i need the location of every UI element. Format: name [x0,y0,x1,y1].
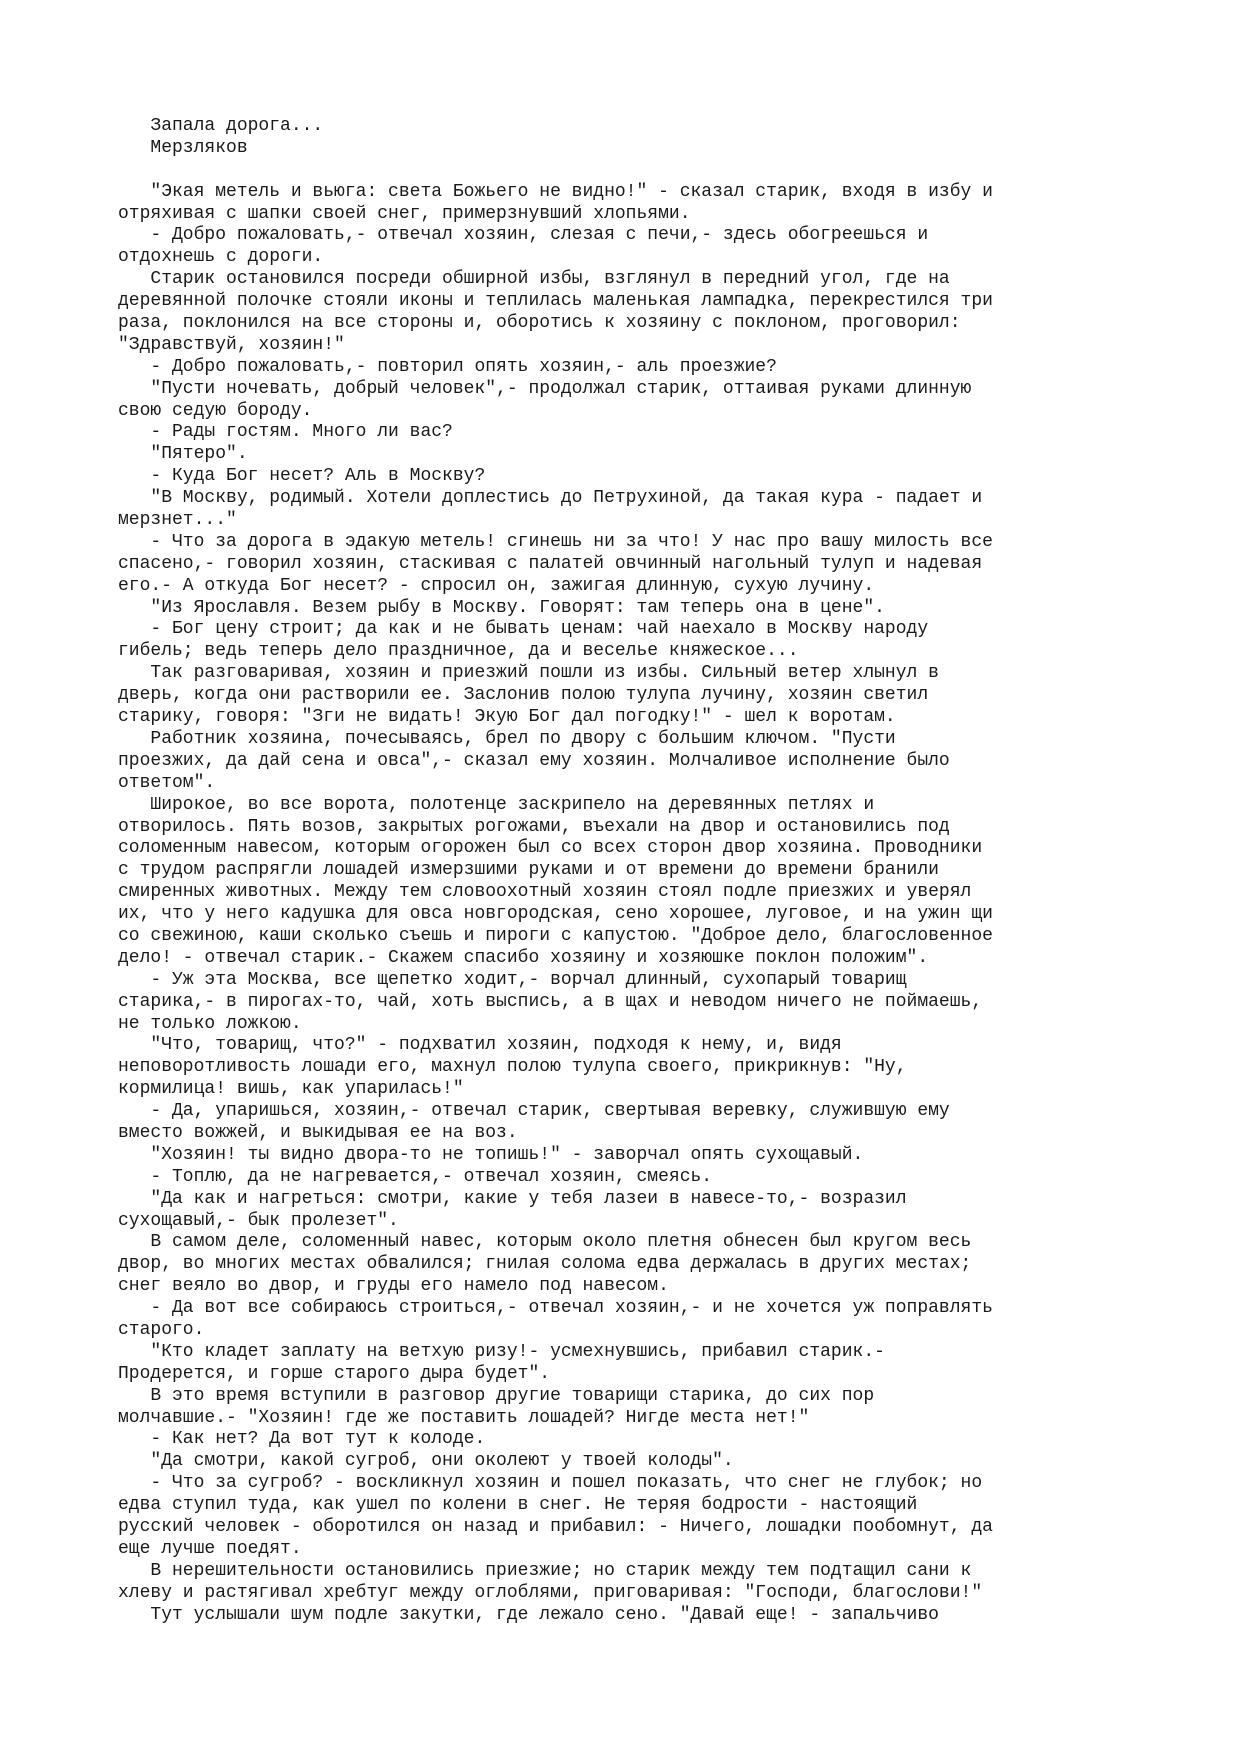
text-line: "Пятеро". [118,444,248,465]
text-line: Запала дорога... [118,116,324,136]
text-line: Широкое, во все ворота, полотенце заскрипело на деревянных петлях и [118,794,875,815]
text-line: с трудом распрягли лошадей измерзшими руками и от времени до времени бранили [118,860,939,881]
text-line: - Топлю, да не нагревается,- отвечал хозяин, смеясь. [118,1166,713,1187]
text-line: русский человек - оборотился он назад и прибавил: - Ничего, лошадки пообомнут, да [118,1517,993,1537]
text-line: не только ложкою. [118,1013,302,1034]
text-line: со свежиною, каши сколько съешь и пироги с капустою. "Доброе дело, благословенное [118,925,993,946]
text-line: отряхивая с шапки своей снег, примерзнувший хлопьями. [118,203,691,224]
text-line: - Куда Бог несет? Аль в Москву? [118,466,486,487]
text-line: деревянной полочке стояли иконы и теплилась маленькая лампадка, перекрестился три [118,291,993,312]
text-line: Работник хозяина, почесываясь, брел по двору с большим ключом. "Пусти [118,728,896,749]
document-text [118,116,1138,1626]
text-line: старого. [118,1319,205,1340]
text-line: свою седую бороду. [118,400,313,421]
text-line: спасено,- говорил хозяин, стаскивая с палатей овчинный нагольный тулуп и надевая [118,553,983,574]
text-line: раза, поклонился на все стороны и, оборотись к хозяину с поклоном, проговорил: [118,313,961,334]
text-line: его.- А откуда Бог несет? - спросил он, зажигая длинную, сухую лучину. [118,575,875,596]
text-line: едва ступил туда, как ушел по колени в снег. Не теряя бодрости - настоящий [118,1495,918,1516]
text-line: неповоротливость лошади его, махнул полою тулупа своего, прикрикнув: "Ну, [118,1057,907,1078]
text-line: - Добро пожаловать,- отвечал хозяин, слезая с печи,- здесь обогреешься и [118,225,929,246]
text-line: Тут услышали шум подле закутки, где лежало сено. "Давай еще! - запальчиво [118,1604,939,1625]
text-line: "Кто кладет заплату на ветхую ризу!- усмехнувшись, прибавил старик.- [118,1341,885,1362]
text-line: В самом деле, соломенный навес, которым около плетня обнесен был кругом весь [118,1232,972,1253]
text-line: - Добро пожаловать,- повторил опять хозяин,- аль проезжие? [118,356,777,377]
text-line: смиренных животных. Между тем словоохотный хозяин стоял подле приезжих и уверял [118,882,972,903]
text-line: соломенным навесом, которым огорожен был со всех сторон двор хозяина. Проводники [118,838,983,859]
text-line: их, что у него кадушка для овса новгородская, сено хорошее, луговое, и на ужин щи [118,904,993,925]
text-line: - Что за сугроб? - воскликнул хозяин и пошел показать, что снег не глубок; но [118,1473,983,1494]
text-line: снег веяло во двор, и груды его намело под навесом. [118,1276,669,1297]
text-line: "Здравствуй, хозяин!" [118,334,345,355]
text-line: отворилось. Пять возов, закрытых рогожами, въехали на двор и остановились под [118,816,950,837]
text-line: - Что за дорога в эдакую метель! сгинешь ни за что! У нас про вашу милость все [118,531,993,552]
text-line: Мерзляков [118,137,248,158]
text-line: "В Москву, родимый. Хотели доплестись до Петрухиной, да такая кура - падает и [118,488,983,509]
text-line: гибель; ведь теперь дело праздничное, да и веселье княжеское... [118,641,799,662]
text-line: мерзнет..." [118,510,237,531]
text-line: "Да смотри, какой сугроб, они околеют у твоей колоды". [118,1451,734,1472]
text-line: двор, во многих местах обвалился; гнилая солома едва держалась в других местах; [118,1254,972,1275]
text-line: "Из Ярославля. Везем рыбу в Москву. Говорят: там теперь она в цене". [118,597,885,618]
text-line: вместо вожжей, и выкидывая ее на воз. [118,1122,518,1143]
text-line: ответом". [118,772,216,793]
text-line: хлеву и растягивал хребтуг между оглоблями, приговаривая: "Господи, благослови!" [118,1582,983,1603]
text-line: проезжих, да дай сена и овса",- сказал ему хозяин. Молчаливое исполнение было [118,750,950,771]
text-line: В это время вступили в разговор другие товарищи старика, до сих пор [118,1385,875,1406]
text-line: "Хозяин! ты видно двора-то не топишь!" - заворчал опять сухощавый. [118,1144,864,1165]
text-line: дверь, когда они растворили ее. Заслонив полою тулупа лучину, хозяин светил [118,685,929,706]
text-line: Так разговаривая, хозяин и приезжий пошли из избы. Сильный ветер хлынул в [118,663,939,684]
text-line: "Что, товарищ, что?" - подхватил хозяин, подходя к нему, и, видя [118,1035,842,1056]
text-line: еще лучше поедят. [118,1538,302,1559]
text-line: старику, говоря: "Зги не видать! Экую Бог дал погодку!" - шел к воротам. [118,707,896,728]
text-line: "Да как и нагреться: смотри, какие у тебя лазеи в навесе-то,- возразил [118,1188,907,1209]
text-line: - Рады гостям. Много ли вас? [118,422,453,443]
text-line: сухощавый,- бык пролезет". [118,1210,399,1231]
blank-line [118,160,1138,182]
text-line: Старик остановился посреди обширной избы, взглянул в передний угол, где на [118,269,950,290]
text-line: дело! - отвечал старик.- Скажем спасибо хозяину и хозяюшке поклон положим". [118,947,929,968]
text-line: "Пусти ночевать, добрый человек",- продолжал старик, оттаивая руками длинную [118,378,972,399]
text-line: Продерется, и горше старого дыра будет". [118,1363,551,1384]
text-line: "Экая метель и вьюга: света Божьего не видно!" - сказал старик, входя в избу и [118,181,993,202]
text-line: - Как нет? Да вот тут к колоде. [118,1429,486,1450]
text-line: отдохнешь с дороги. [118,247,324,268]
text-line: - Да вот все собираюсь строиться,- отвечал хозяин,- и не хочется уж поправлять [118,1298,993,1319]
text-line: старика,- в пирогах-то, чай, хоть выспись, а в щах и неводом ничего не поймаешь, [118,991,983,1012]
text-line: - Бог цену строит; да как и не бывать ценам: чай наехало в Москву народу [118,619,929,640]
text-line: кормилица! вишь, как упарилась!" [118,1079,464,1100]
text-line: - Уж эта Москва, все щепетко ходит,- ворчал длинный, сухопарый товарищ [118,969,907,990]
text-line: - Да, упаришься, хозяин,- отвечал старик, свертывая веревку, служившую ему [118,1101,950,1122]
text-line: В нерешительности остановились приезжие; но старик между тем подтащил сани к [118,1560,972,1581]
text-line: молчавшие.- "Хозяин! где же поставить лошадей? Нигде места нет!" [118,1407,810,1428]
